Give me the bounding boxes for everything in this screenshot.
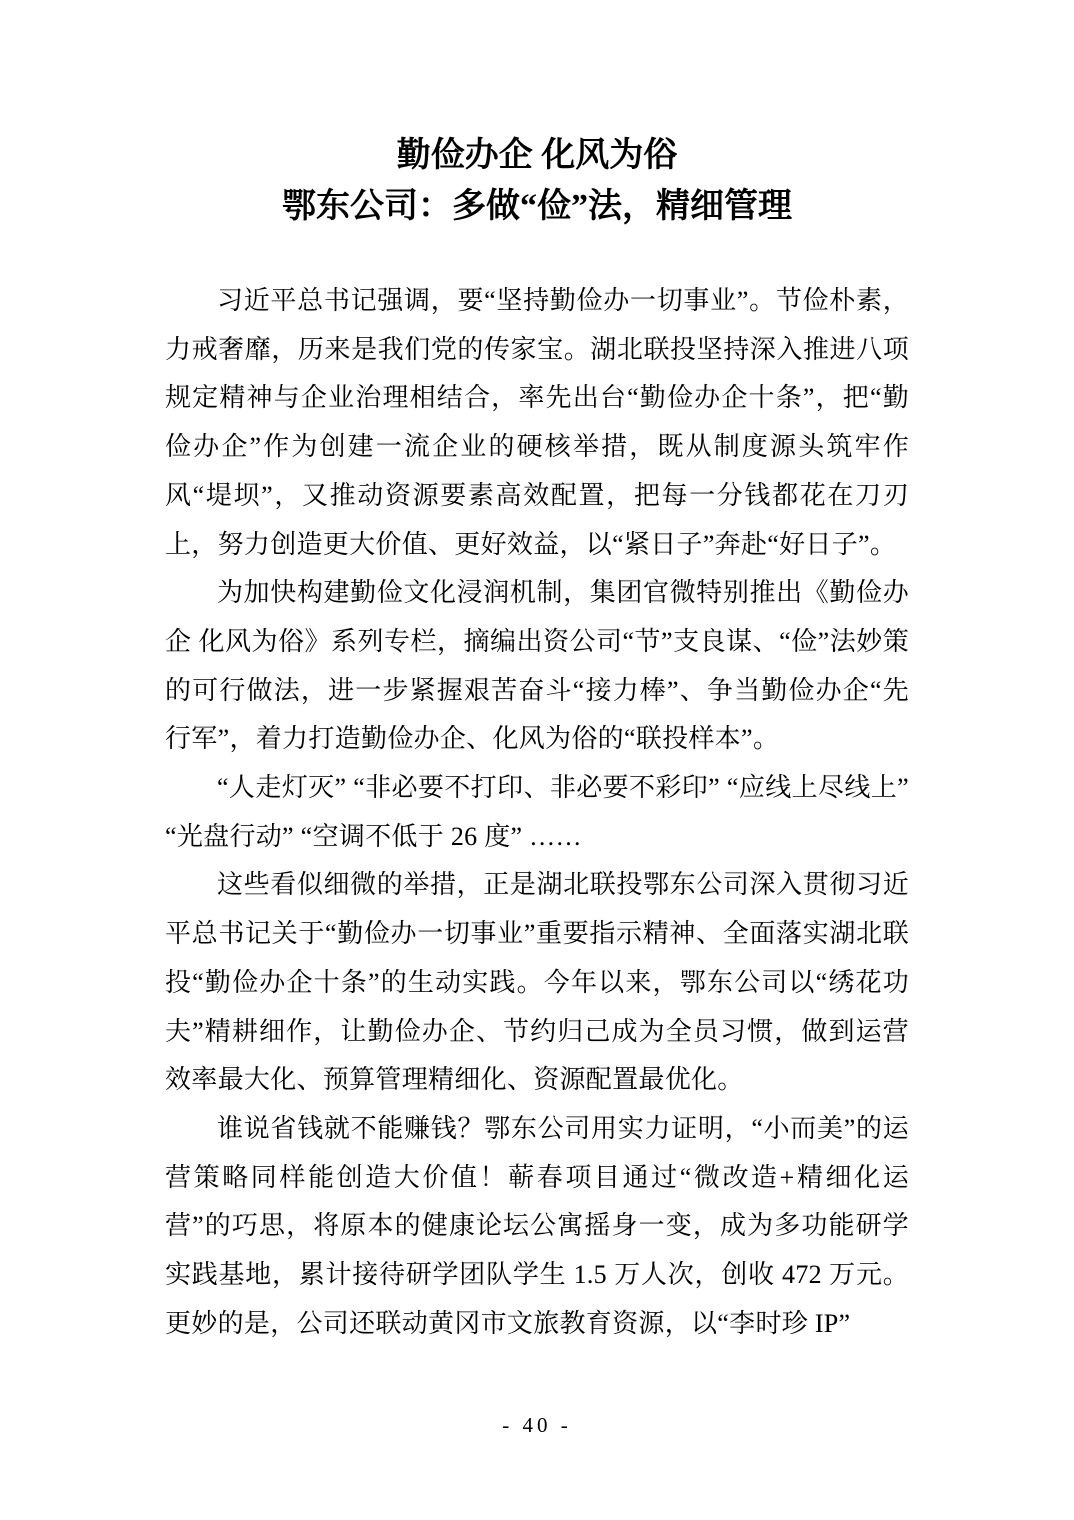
document-body xyxy=(165,277,909,1348)
title-line-2: 鄂东公司：多做“俭”法，精细管理 xyxy=(282,188,792,225)
page-footer xyxy=(0,1412,1074,1438)
paragraph-3: “人走灯灭” “非必要不打印、非必要不彩印” “应线上尽线上” “光盘行动” “空调不低于 26 度” …… xyxy=(165,773,909,851)
document-title xyxy=(0,130,1074,232)
paragraph-4: 这些看似细微的举措，正是湖北联投鄂东公司深入贯彻习近平总书记关于“勤俭办一切事业”重要指示精神、全面落实湖北联投“勤俭办企十条”的生动实践。今年以来，鄂东公司以“绣花功夫”精耕细作，让勤俭办企、节约归己成为全员习惯，做到运营效率最大化、预算管理精细化、资源配置最优化。 xyxy=(165,870,909,1095)
paragraph-5: 谁说省钱就不能赚钱？鄂东公司用实力证明，“小而美”的运营策略同样能创造大价值！蕲春项目通过“微改造+精细化运营”的巧思，将原本的健康论坛公寓摇身一变，成为多功能研学实践基地，累计接待研学团队学生 1.5 万人次，创收 472 万元。更妙的是，公司还联动黄冈市文旅教育资源，以“李时珍 IP” xyxy=(165,1113,909,1338)
paragraph-1: 习近平总书记强调，要“坚持勤俭办一切事业”。节俭朴素，力戒奢靡，历来是我们党的传家宝。湖北联投坚持深入推进八项规定精神与企业治理相结合，率先出台“勤俭办企十条”，把“勤俭办企”作为创建一流企业的硬核举措，既从制度源头筑牢作风“堤坝”，又推动资源要素高效配置，把每一分钱都花在刀刃上，努力创造更大价值、更好效益，以“紧日子”奔赴“好日子”。 xyxy=(165,286,909,559)
page-number: - 40 - xyxy=(502,1413,572,1437)
paragraph-2: 为加快构建勤俭文化浸润机制，集团官微特别推出《勤俭办企 化风为俗》系列专栏，摘编出资公司“节”支良谋、“俭”法妙策的可行做法，进一步紧握艰苦奋斗“接力棒”、争当勤俭办企“先行军”，着力打造勤俭办企、化风为俗的“联投样本”。 xyxy=(165,578,909,754)
title-line-1: 勤俭办企 化风为俗 xyxy=(396,137,678,174)
